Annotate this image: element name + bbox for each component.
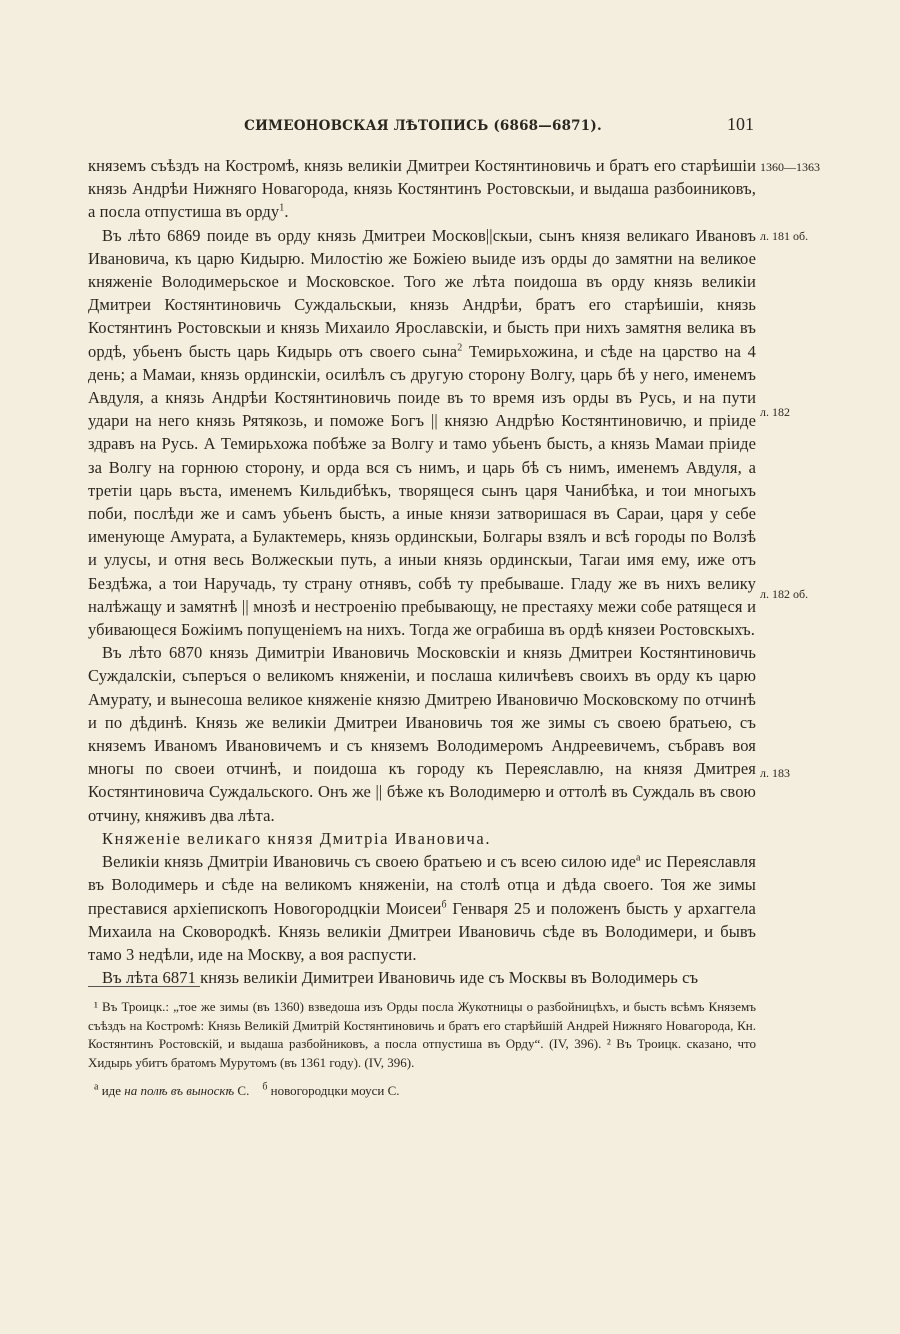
page-header <box>88 114 758 144</box>
variant-ref-b[interactable]: б <box>441 899 447 910</box>
footnote-1-2: ¹ Въ Троицк.: „тое же зимы (въ 1360) взведоша изъ Орды посла Жукотницы о разбойницѣхъ, и бысть всѣмъ Княземъ съѣздъ на Костромѣ: Князь Великій Дмитрій Костянтиновичь и братъ его старѣйшій Андрей Нижняго Новагорода, Кн. Костянтинъ Ростовскій, и выдаша разбойниковъ, а посла отпустиша въ Орду“. (IV, 396). ² Въ Троицк. сказано, что Хидырь убитъ братомъ Мурутомъ (въ 1361 году). (IV, 396). <box>88 999 756 1070</box>
paragraph-6869: Въ лѣто 6869 поиде въ орду князь Дмитреи Москов||скыи, сынъ князя великаго Ивановъ Ивановича, къ царю Кидырю. Милостію же Божіею выиде изъ орды до замятни на великое княженіе Володимерьское и Московское. Того же лѣта поидоша въ орду князь великіи Дмитреи Костянтиновичь Суждальскыи, князь Андрѣи, братъ его старѣишіи, князь Костянтинъ Ростовскыи и князь Михаило Ярославскіи, и бысть при нихъ замятня велика въ ордѣ, убьенъ бысть царь Кидырь отъ своего сына$^2$ Темирьхожина, и сѣде на царство на 4 день; а Мамаи, князь ординскіи, осилѣлъ съ другую сторону Волгу, царь бѣ у него, именемъ Авдуля, а князь Андрѣи Костянтиновичь поиде въ то время изъ орды въ Русь, и на пути удари на него князь Рятякозь, и поможе Богъ || князю Андрѣю Костянтиновичю, и пріиде здравъ на Русь. А Темирьхожа побѣже за Волгу и тамо убьенъ бысть, а князь Мамаи пріиде за Волгу на горнюю сторону, и орда вся съ нимъ, и царь бѣ съ нимъ, именемъ Авдуля, а третіи царь въста, именемъ Кильдибѣкъ, творящеся сынъ царя Чанибѣка, и тои многыхъ поби, послѣди же и самъ убьенъ бысть, а иные князи затворишася въ Сараи, царя у себе именующе Амурата, а Булактемерь, князь ординскыи, Болгары взялъ и всѣ городы по Волзѣ и улусы, и отня весь Волжескыи путь, а иныи князь ординскыи, Тагаи имя ему, иже отъ Бездѣжа, а тои Наручадь, ту страну отнявъ, собѣ ту пребываше. Гладу же въ нихъ велику налѣжащу и замятнѣ || мнозѣ и нестроенію пребывающу, не престаяху межи собе ратящеся и убивающеся Божіимъ попущеніемъ на нихъ. Тогда же ограбиша въ ордѣ князеи Ростовскыхъ. <box>88 225 757 640</box>
paragraph-reign: Великіи князь Дмитріи Ивановичь съ своею братьею и съ всею силою иде$^а$ ис Переяславля въ Володимерь и сѣде на великомъ княженіи, на столѣ отца и дѣда своего. Тоя же зимы преставися архіепископъ Новогородцкіи Моисеи$^б$ Генваря 25 и положенъ бысть у архаггела Михаила на Сковородкѣ. Князь великіи Дмитреи Ивановичь сѣде въ Володимери, и бывъ тамо 3 недѣли, иде на Москву, а воя распусти. <box>88 852 756 964</box>
running-title: СИМЕОНОВСКАЯ ЛѢТОПИСЬ (6868—6871). <box>244 118 602 134</box>
margin-folio-181ob: л. 181 об. <box>760 229 809 243</box>
footnote-ref-1[interactable]: 1 <box>279 202 285 214</box>
section-heading: Княженіе великаго князя Дмитріа Ивановича. <box>102 828 492 848</box>
page-number: 101 <box>727 114 754 134</box>
footnote-ref-2[interactable]: 2 <box>457 342 463 354</box>
variant-notes: $^а$ иде на полѣ въ выноскѣ С. $^б$ новогородцки моуси С. <box>94 1081 400 1098</box>
main-text <box>88 154 756 989</box>
paragraph-1: княземъ съѣздъ на Костромѣ, князь великіи Дмитреи Костянтиновичь и братъ его старѣишіи князь Андрѣи Нижняго Новагорода, князь Костянтинъ Ростовскыи, и выдаша разбоиниковъ, а посла отпустиша въ орду$^1$. <box>88 156 756 222</box>
margin-folio-182: л. 182 <box>760 405 790 419</box>
paragraph-6870: Въ лѣто 6870 князь Димитріи Ивановичь Московскіи и князь Дмитреи Костянтиновичь Суждалскіи, съперъся о великомъ княженіи, и послаша киличѣевъ своихъ въ орду къ царю Амурату, и вынесоша великое княженіе князю Дмитрею Ивановичю Московскому по отчинѣ и по дѣдинѣ. Князь же великіи Дмитреи Ивановичь тоя же зимы съ своею братьею, съ княземъ Иваномъ Ивановичемъ и съ княземъ Володимеромъ Андреевичемъ, събравъ воя многы по своеи отчинѣ, и поидоша къ городу къ Переяславлю, на князя Дмитрея Костянтиновича Суждальского. Онъ же || бѣже къ Володимерю и оттолѣ въ Суждаль въ свою отчину, княживъ два лѣта. <box>88 643 756 825</box>
paragraph-6871: Въ лѣта 6871 князь великіи Димитреи Ивановичь иде съ Москвы въ Володимерь съ <box>102 968 699 988</box>
margin-folio-183: л. 183 <box>760 766 790 780</box>
margin-folio-182ob: л. 182 об. <box>760 587 809 601</box>
variant-ref-a[interactable]: а <box>636 852 641 864</box>
footnotes <box>88 998 756 1101</box>
margin-years: 1360—1363 <box>760 160 820 174</box>
footnote-divider <box>88 986 200 987</box>
